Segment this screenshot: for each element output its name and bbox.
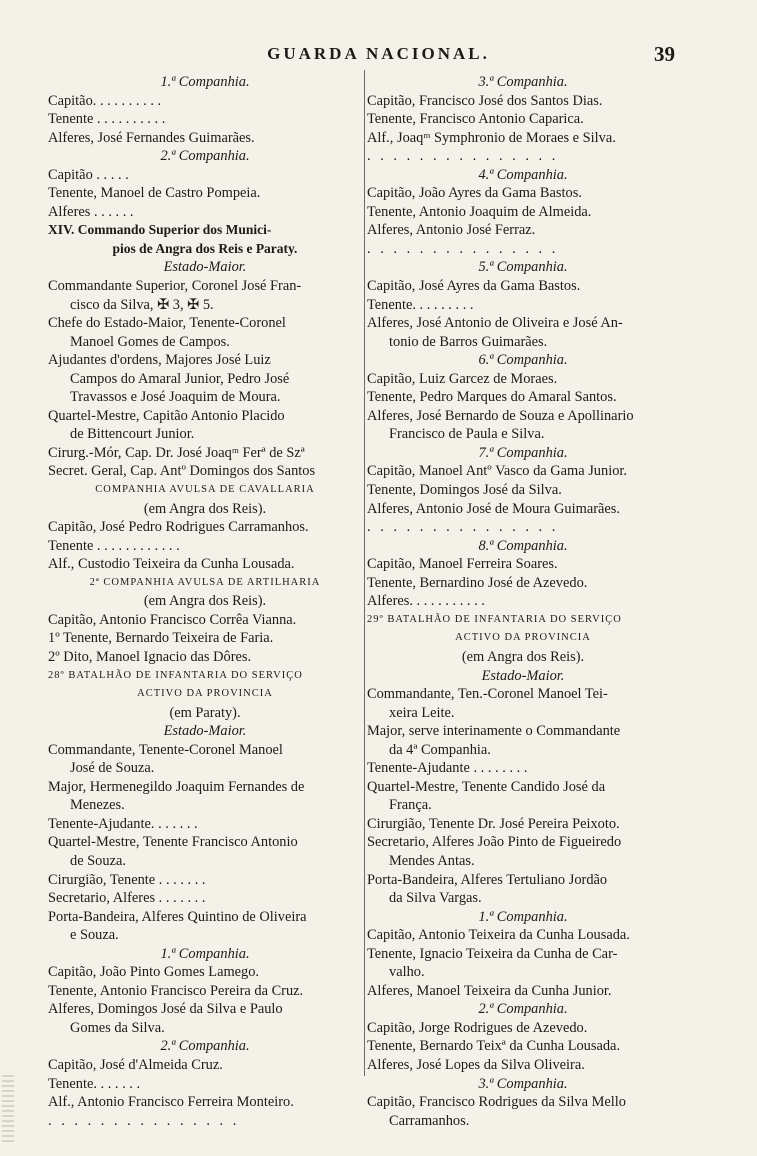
text-line: Alferes. . . . . . . . . . . bbox=[367, 593, 485, 610]
text-line: Alf., Antonio Francisco Ferreira Monteiro. bbox=[48, 1094, 294, 1111]
text-line: xeira Leite. bbox=[389, 704, 455, 721]
text-line: Quartel-Mestre, Tenente Candido José da bbox=[367, 778, 606, 795]
text-line: (em Angra dos Reis). bbox=[461, 648, 585, 665]
text-line: COMPANHIA AVULSA DE CAVALLARIA bbox=[95, 484, 315, 496]
text-line: Capitão, Luiz Garcez de Moraes. bbox=[367, 370, 558, 387]
text-line: Capitão, Francisco José dos Santos Dias. bbox=[367, 92, 603, 109]
text-line: Tenente-Ajudante. . . . . . . bbox=[48, 815, 198, 832]
text-line: Capitão, José Pedro Rodrigues Carramanhos. bbox=[48, 519, 309, 536]
text-line: 2.ª Companhia. bbox=[160, 148, 250, 165]
text-line: ACTIVO DA PROVINCIA bbox=[455, 632, 591, 644]
text-line: Commandante, Ten.-Coronel Manoel Tei- bbox=[367, 686, 608, 703]
text-line: 2.ª Companhia. bbox=[160, 1038, 250, 1055]
text-line: Porta-Bandeira, Alferes Quintino de Oliveira bbox=[48, 908, 307, 925]
text-line: Tenente, Antonio Francisco Pereira da Cruz. bbox=[48, 982, 304, 999]
text-line: Capitão. . . . . . . . . . bbox=[48, 92, 162, 109]
page-number: 39 bbox=[654, 42, 675, 66]
text-line: Tenente, Bernardino José de Azevedo. bbox=[367, 574, 588, 591]
text-line: Travassos e José Joaquim de Moura. bbox=[70, 389, 281, 406]
text-line: de Souza. bbox=[70, 852, 126, 869]
text-line: (em Angra dos Reis). bbox=[143, 500, 267, 517]
text-line: (em Angra dos Reis). bbox=[143, 593, 267, 610]
text-line: Alferes, Domingos José da Silva e Paulo bbox=[48, 1001, 283, 1018]
left-column bbox=[48, 73, 362, 1130]
text-line: 29º BATALHÃO DE INFANTARIA DO SERVIÇO bbox=[367, 613, 622, 625]
text-line: Tenente, Manoel de Castro Pompeia. bbox=[48, 185, 261, 202]
text-line: Capitão, João Ayres da Gama Bastos. bbox=[367, 185, 582, 202]
running-header: GUARDA NACIONAL. bbox=[267, 44, 490, 63]
text-line: 3.ª Companhia. bbox=[478, 1075, 568, 1092]
text-line: (em Paraty). bbox=[169, 704, 241, 721]
text-line: Tenente . . . . . . . . . . . . bbox=[48, 537, 180, 554]
text-line: Chefe do Estado-Maior, Tenente-Coronel bbox=[48, 315, 286, 332]
text-line: Capitão, Manoel Ferreira Soares. bbox=[367, 556, 558, 573]
column-divider bbox=[364, 70, 365, 1076]
text-line: . . . . . . . . . . . . . . . bbox=[367, 240, 559, 257]
text-line: Quartel-Mestre, Tenente Francisco Antonio bbox=[48, 834, 298, 851]
text-line: Gomes da Silva. bbox=[70, 1019, 165, 1036]
text-line: Campos do Amaral Junior, Pedro José bbox=[70, 370, 290, 387]
text-line: Manoel Gomes de Campos. bbox=[70, 333, 230, 350]
text-line: Alferes, José Bernardo de Souza e Apollinario bbox=[367, 407, 634, 424]
text-line: Secretario, Alferes . . . . . . . bbox=[48, 890, 206, 907]
text-line: Capitão . . . . . bbox=[48, 166, 129, 183]
text-line: Tenente, Antonio Joaquim de Almeida. bbox=[367, 203, 592, 220]
text-line: Capitão, Francisco Rodrigues da Silva Mello bbox=[367, 1094, 626, 1111]
text-line: Major, serve interinamente o Commandante bbox=[367, 723, 621, 740]
text-line: 7.ª Companhia. bbox=[478, 444, 568, 461]
text-line: Tenente, Ignacio Teixeira da Cunha de Car- bbox=[367, 945, 618, 962]
text-line: Secretario, Alferes João Pinto de Figueiredo bbox=[367, 834, 622, 851]
text-line: Tenente. . . . . . . bbox=[48, 1075, 141, 1092]
text-line: Tenente, Pedro Marques do Amaral Santos. bbox=[367, 389, 617, 406]
text-line: Alferes, Manoel Teixeira da Cunha Junior. bbox=[367, 982, 612, 999]
text-line: Alf., Custodio Teixeira da Cunha Lousada. bbox=[48, 556, 295, 573]
text-line: Alferes, Antonio José Ferraz. bbox=[367, 222, 536, 239]
text-line: Capitão, José d'Almeida Cruz. bbox=[48, 1056, 223, 1073]
text-line: Capitão, Antonio Teixeira da Cunha Lousada. bbox=[367, 927, 630, 944]
text-line: 3.ª Companhia. bbox=[478, 74, 568, 90]
text-line: Alf., Joaqᵐ Symphronio de Moraes e Silva. bbox=[367, 129, 616, 146]
text-line: Tenente, Francisco Antonio Caparica. bbox=[367, 111, 584, 128]
text-line: 1.ª Companhia. bbox=[160, 74, 250, 90]
text-line: 1º Tenente, Bernardo Teixeira de Faria. bbox=[48, 630, 274, 647]
text-line: Capitão, Antonio Francisco Corrêa Vianna. bbox=[48, 611, 297, 628]
text-line: XIV. Commando Superior dos Munici- bbox=[48, 222, 272, 238]
text-line: 2º Dito, Manoel Ignacio das Dôres. bbox=[48, 648, 252, 665]
text-line: 6.ª Companhia. bbox=[478, 352, 568, 369]
text-line: 5.ª Companhia. bbox=[478, 259, 568, 276]
text-line: Quartel-Mestre, Capitão Antonio Placido bbox=[48, 407, 285, 424]
text-line: Porta-Bandeira, Alferes Tertuliano Jordão bbox=[367, 871, 608, 888]
text-line: 4.ª Companhia. bbox=[478, 166, 568, 183]
text-line: Estado-Maior. bbox=[163, 259, 247, 276]
text-line: valho. bbox=[389, 964, 425, 981]
text-line: Mendes Antas. bbox=[389, 852, 475, 869]
text-line: Capitão, José Ayres da Gama Bastos. bbox=[367, 278, 581, 295]
text-line: Capitão, Jorge Rodrigues de Azevedo. bbox=[367, 1019, 588, 1036]
text-line: Commandante Superior, Coronel José Fran- bbox=[48, 278, 302, 295]
text-line: Tenente. . . . . . . . . bbox=[367, 296, 474, 313]
text-line: Cirurgião, Tenente . . . . . . . bbox=[48, 871, 206, 888]
text-line: 1.ª Companhia. bbox=[160, 945, 250, 962]
page-edge-stain bbox=[2, 1075, 14, 1145]
text-line: Cirurgião, Tenente Dr. José Pereira Peixoto. bbox=[367, 815, 620, 832]
text-line: José de Souza. bbox=[70, 760, 155, 777]
text-line: Tenente-Ajudante . . . . . . . . bbox=[367, 760, 528, 777]
text-line: Capitão, Manoel Antº Vasco da Gama Junior. bbox=[367, 463, 627, 480]
text-line: 2.ª Companhia. bbox=[478, 1001, 568, 1018]
right-column bbox=[367, 73, 679, 1130]
text-line: Estado-Maior. bbox=[481, 667, 565, 684]
text-line: Alferes, José Antonio de Oliveira e José An- bbox=[367, 315, 623, 332]
text-line: Commandante, Tenente-Coronel Manoel bbox=[48, 741, 283, 758]
text-line: Alferes . . . . . . bbox=[48, 203, 134, 220]
text-line: pios de Angra dos Reis e Paraty. bbox=[112, 240, 298, 256]
text-line: Alferes, Antonio José de Moura Guimarães. bbox=[367, 500, 620, 517]
text-line: Alferes, José Lopes da Silva Oliveira. bbox=[367, 1056, 585, 1073]
text-line: Alferes, José Fernandes Guimarães. bbox=[48, 129, 255, 146]
text-line: tonio de Barros Guimarães. bbox=[389, 333, 548, 350]
text-line: Tenente, Domingos José da Silva. bbox=[367, 482, 562, 499]
text-line: França. bbox=[389, 797, 432, 814]
text-line: Major, Hermenegildo Joaquim Fernandes de bbox=[48, 778, 305, 795]
text-line: Cirurg.-Mór, Cap. Dr. José Joaqᵐ Ferª de Szª bbox=[48, 444, 305, 461]
text-line: . . . . . . . . . . . . . . . bbox=[48, 1112, 240, 1129]
text-line: Francisco de Paula e Silva. bbox=[389, 426, 545, 443]
text-line: da 4ª Companhia. bbox=[389, 741, 491, 758]
text-line: Carramanhos. bbox=[389, 1112, 470, 1129]
text-line: ACTIVO DA PROVINCIA bbox=[137, 688, 273, 700]
text-line: Estado-Maior. bbox=[163, 723, 247, 740]
text-line: 8.ª Companhia. bbox=[478, 537, 568, 554]
text-line: 2ª COMPANHIA AVULSA DE ARTILHARIA bbox=[89, 576, 321, 588]
text-line: 28º BATALHÃO DE INFANTARIA DO SERVIÇO bbox=[48, 669, 303, 681]
text-line: Ajudantes d'ordens, Majores José Luiz bbox=[48, 352, 271, 369]
text-line: Tenente, Bernardo Teixª da Cunha Lousada. bbox=[367, 1038, 621, 1055]
text-line: de Bittencourt Junior. bbox=[70, 426, 195, 443]
text-line: . . . . . . . . . . . . . . . bbox=[367, 519, 559, 536]
text-line: Secret. Geral, Cap. Antº Domingos dos Santos bbox=[48, 463, 316, 480]
text-line: Tenente . . . . . . . . . . bbox=[48, 111, 166, 128]
text-line: Menezes. bbox=[70, 797, 125, 814]
text-line: Capitão, João Pinto Gomes Lamego. bbox=[48, 964, 260, 981]
text-line: 1.ª Companhia. bbox=[478, 908, 568, 925]
text-line: da Silva Vargas. bbox=[389, 890, 482, 907]
text-line: cisco da Silva, ✠ 3, ✠ 5. bbox=[70, 296, 214, 313]
text-line: e Souza. bbox=[70, 927, 119, 944]
text-line: . . . . . . . . . . . . . . . bbox=[367, 148, 559, 165]
